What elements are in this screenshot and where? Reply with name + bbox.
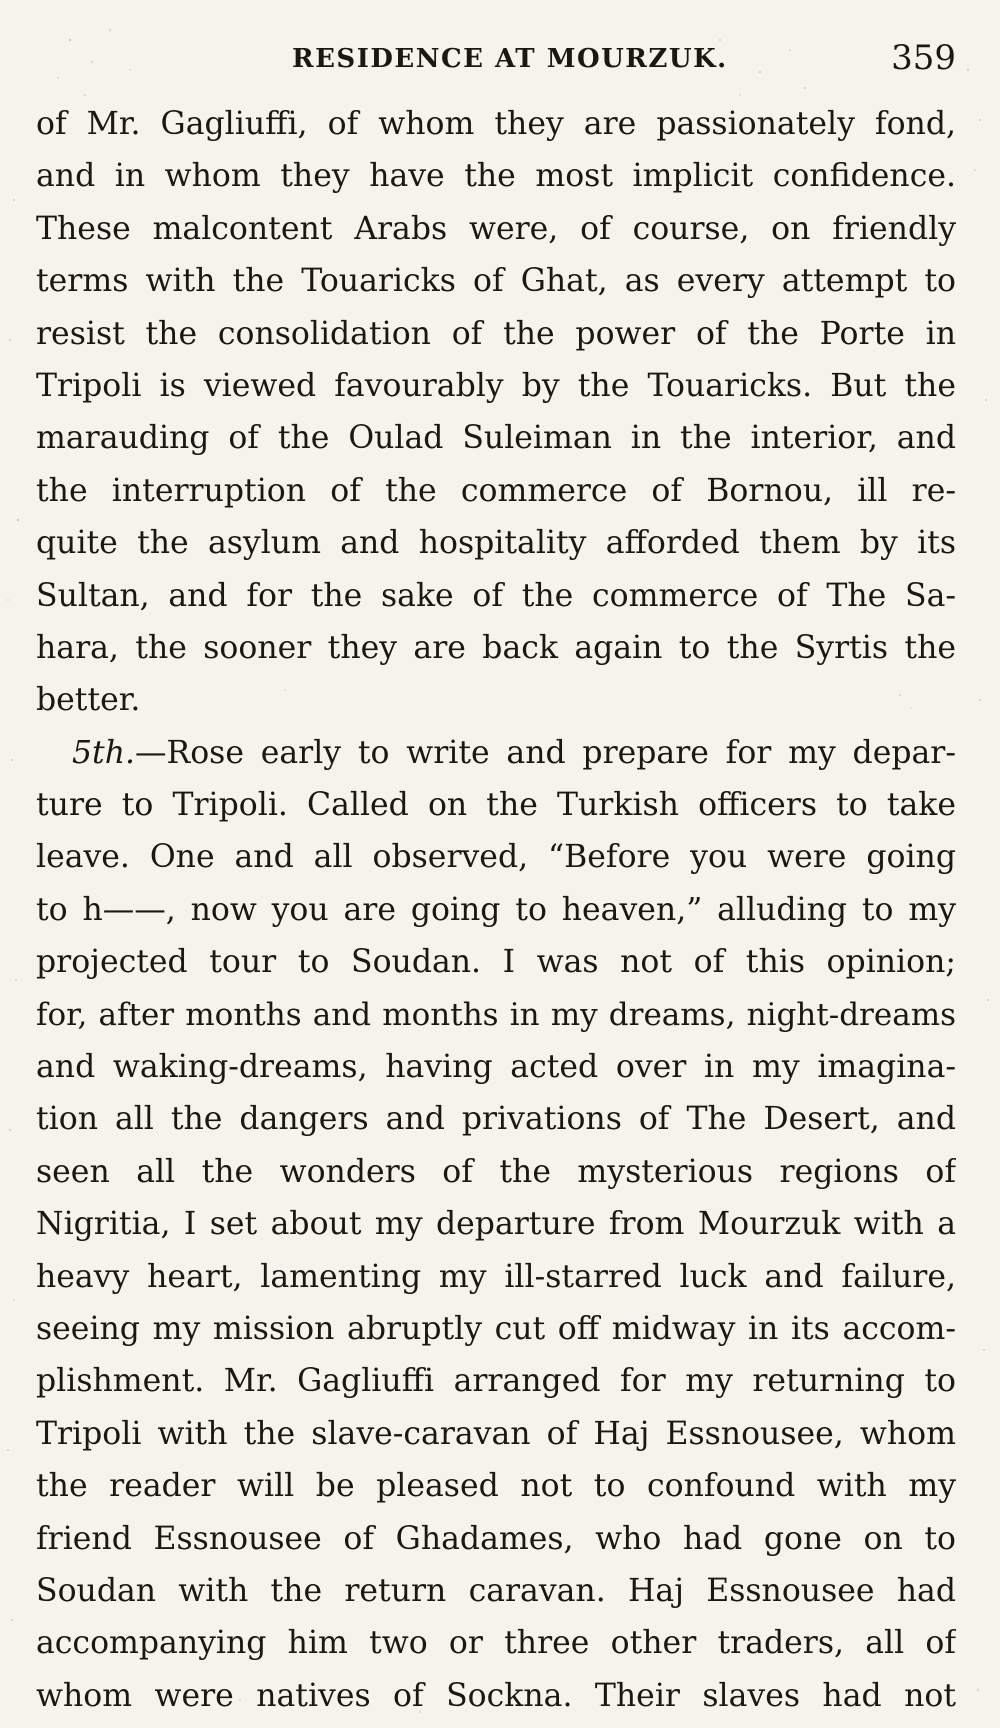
text-line: seen all the wonders of the mysterious regions of (36, 1153, 956, 1190)
paragraph-1 (36, 98, 956, 727)
body-text (36, 98, 956, 1722)
text-line: marauding of the Oulad Suleiman in the interior, and (36, 420, 956, 457)
text-line: Tripoli is viewed favourably by the Touaricks. But the (36, 367, 956, 404)
text-line: plishment. Mr. Gagliuffi arranged for my returning to (36, 1363, 956, 1400)
entry-date: 5th. (72, 734, 135, 771)
text-line: Nigritia, I set about my departure from Mourzuk with a (36, 1206, 956, 1243)
text-line: ture to Tripoli. Called on the Turkish officers to take (36, 787, 956, 824)
paragraph-2 (36, 727, 956, 1722)
running-title: RESIDENCE AT MOURZUK. (292, 44, 728, 74)
text-line: These malcontent Arabs were, of course, on friendly (36, 210, 956, 247)
text-line: Tripoli with the slave-caravan of Haj Essnousee, whom (36, 1415, 956, 1452)
page-number: 359 (891, 38, 956, 78)
text-line: accompanying him two or three other traders, all of (36, 1625, 956, 1662)
text-line: tion all the dangers and privations of The Desert, and (36, 1101, 956, 1138)
text-line: seeing my mission abruptly cut off midway in its accom- (36, 1310, 956, 1347)
text-line-rest: —Rose early to write and prepare for my depar- (135, 734, 956, 771)
text-line: the interruption of the commerce of Bornou, ill re- (36, 472, 956, 509)
text-line: leave. One and all observed, “Before you were going (36, 839, 956, 876)
text-line: resist the consolidation of the power of the Porte in (36, 315, 956, 352)
text-line: heavy heart, lamenting my ill-starred luck and failure, (36, 1258, 956, 1295)
text-line: of Mr. Gagliuffi, of whom they are passionately fond, (36, 106, 956, 142)
text-line: better. (36, 682, 141, 719)
text-line: to h——, now you are going to heaven,” alluding to my (36, 891, 956, 928)
text-line: and in whom they have the most implicit confidence. (36, 158, 956, 195)
text-line: quite the asylum and hospitality afforded them by its (36, 525, 956, 562)
text-line: for, after months and months in my dreams, night-dreams (36, 996, 956, 1033)
text-line: Sultan, and for the sake of the commerce of The Sa- (36, 577, 956, 614)
text-line: the reader will be pleased not to confound with my (36, 1468, 956, 1505)
text-line: hara, the sooner they are back again to the Syrtis the (36, 629, 956, 666)
text-line: friend Essnousee of Ghadames, who had gone on to (36, 1520, 956, 1557)
text-line: projected tour to Soudan. I was not of this opinion; (36, 944, 956, 981)
text-line: terms with the Touaricks of Ghat, as every attempt to (36, 263, 956, 300)
running-header (36, 36, 956, 86)
text-line: Soudan with the return caravan. Haj Essnousee had (36, 1572, 956, 1609)
text-line (36, 727, 956, 779)
text-line: whom were natives of Sockna. Their slaves had not (36, 1677, 956, 1714)
text-line: and waking-dreams, having acted over in my imagina- (36, 1049, 956, 1086)
